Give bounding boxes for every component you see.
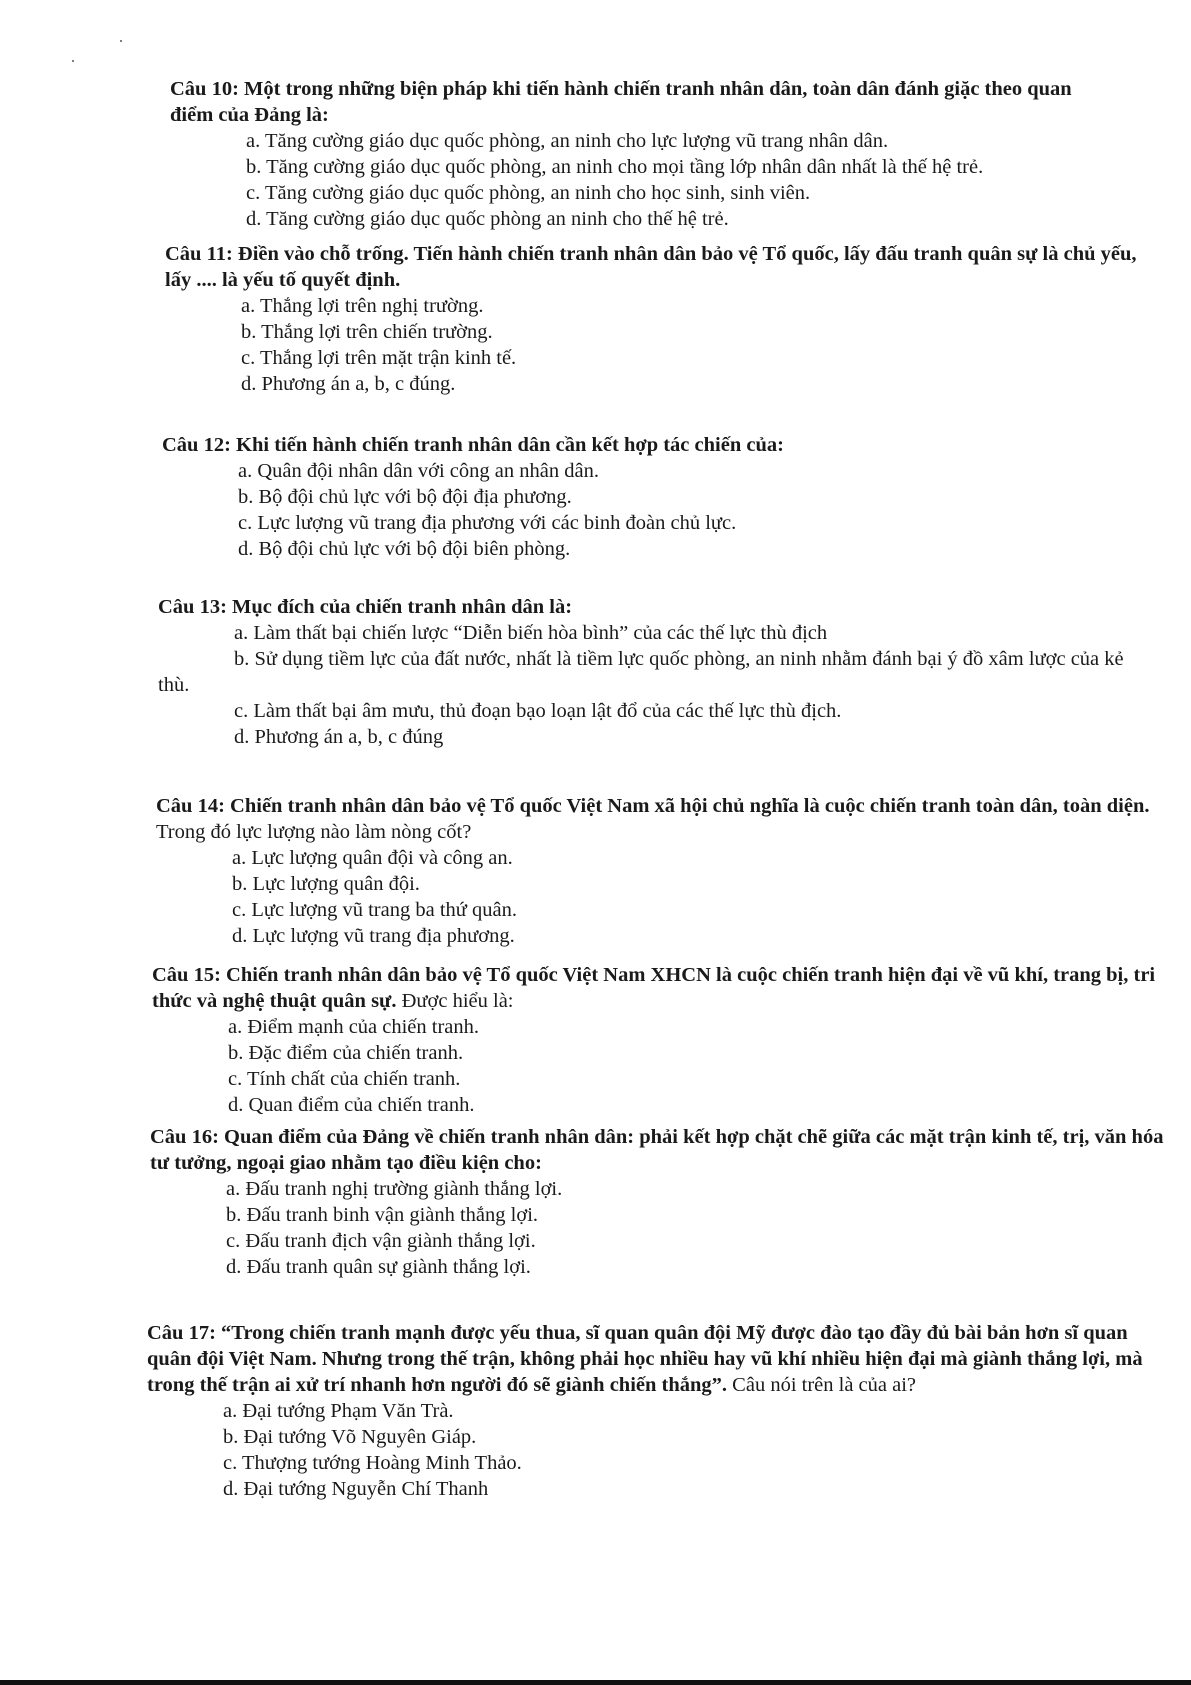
option-d: d. Đại tướng Nguyễn Chí Thanh — [223, 1478, 489, 1500]
option-b: b. Đại tướng Võ Nguyên Giáp. — [223, 1426, 477, 1448]
question-12 — [162, 432, 1152, 562]
option-d: d. Phương án a, b, c đúng — [234, 726, 444, 748]
option-c: c. Tăng cường giáo dục quốc phòng, an ninh cho học sinh, sinh viên. — [246, 182, 811, 204]
question-stem: Câu 15: Chiến tranh nhân dân bảo vệ Tổ quốc Việt Nam XHCN là cuộc chiến tranh hiện đại về vũ khí, trang bị, tri thức và nghệ thuật quân sự. Được hiểu là: — [152, 964, 1156, 1012]
scan-speck — [120, 40, 122, 42]
option-c: c. Đấu tranh địch vận giành thắng lợi. — [226, 1230, 536, 1252]
question-stem: Câu 17: “Trong chiến tranh mạnh được yếu thua, sĩ quan quân đội Mỹ được đào tạo đầy đủ bài bản hơn sĩ quan quân đội Việt Nam. Nhưng trong thế trận, không phải học nhiều hay vũ khí nhiều hiện đại mà giành thắng lợi, mà trong thế trận ai xử trí nhanh hơn người đó sẽ giành chiến thắng”. Câu nói trên là của ai? — [147, 1322, 1143, 1396]
option-c: c. Làm thất bại âm mưu, thủ đoạn bạo loạn lật đổ của các thế lực thù địch. — [234, 700, 842, 722]
option-b: b. Tăng cường giáo dục quốc phòng, an ninh cho mọi tầng lớp nhân dân nhất là thế hệ trẻ. — [246, 156, 984, 178]
page-bottom-border — [0, 1680, 1191, 1685]
option-d: d. Đấu tranh quân sự giành thắng lợi. — [226, 1256, 531, 1278]
option-a: a. Thắng lợi trên nghị trường. — [241, 295, 484, 317]
question-stem: Câu 12: Khi tiến hành chiến tranh nhân dân cần kết hợp tác chiến của: — [162, 434, 784, 456]
question-15 — [152, 962, 1160, 1118]
option-a: a. Làm thất bại chiến lược “Diễn biến hòa bình” của các thế lực thù địch — [234, 622, 828, 644]
question-16 — [150, 1124, 1170, 1280]
question-stem: Câu 11: Điền vào chỗ trống. Tiến hành chiến tranh nhân dân bảo vệ Tổ quốc, lấy đấu tranh quân sự là chủ yếu, lấy .... là yếu tố quyết định. — [165, 243, 1137, 291]
question-10 — [170, 76, 1100, 232]
question-14 — [156, 793, 1158, 949]
question-stem: Câu 13: Mục đích của chiến tranh nhân dân là: — [158, 596, 573, 618]
option-a: a. Quân đội nhân dân với công an nhân dân. — [238, 460, 599, 482]
option-c: c. Tính chất của chiến tranh. — [228, 1068, 461, 1090]
option-a: a. Điểm mạnh của chiến tranh. — [228, 1016, 480, 1038]
option-c: c. Thượng tướng Hoàng Minh Thảo. — [223, 1452, 522, 1474]
question-13 — [158, 594, 1158, 750]
option-c: c. Lực lượng vũ trang ba thứ quân. — [232, 899, 517, 921]
question-17 — [147, 1320, 1157, 1502]
option-b: b. Sử dụng tiềm lực của đất nước, nhất là tiềm lực quốc phòng, an ninh nhằm đánh bại ý đồ xâm lược của kẻ thù. — [158, 648, 1124, 696]
question-11 — [165, 241, 1155, 397]
option-a: a. Đấu tranh nghị trường giành thắng lợi. — [226, 1178, 563, 1200]
option-a: a. Tăng cường giáo dục quốc phòng, an ninh cho lực lượng vũ trang nhân dân. — [246, 130, 889, 152]
option-d: d. Tăng cường giáo dục quốc phòng an ninh cho thế hệ trẻ. — [246, 208, 729, 230]
option-b: b. Đấu tranh binh vận giành thắng lợi. — [226, 1204, 539, 1226]
option-d: d. Lực lượng vũ trang địa phương. — [232, 925, 515, 947]
scan-speck — [72, 60, 74, 62]
option-b: b. Lực lượng quân đội. — [232, 873, 420, 895]
option-b: b. Đặc điểm của chiến tranh. — [228, 1042, 464, 1064]
option-d: d. Quan điểm của chiến tranh. — [228, 1094, 475, 1116]
option-d: d. Phương án a, b, c đúng. — [241, 373, 456, 395]
option-a: a. Lực lượng quân đội và công an. — [232, 847, 513, 869]
question-stem: Câu 14: Chiến tranh nhân dân bảo vệ Tổ quốc Việt Nam xã hội chủ nghĩa là cuộc chiến tranh toàn dân, toàn diện. Trong đó lực lượng nào làm nòng cốt? — [156, 795, 1150, 843]
question-stem: Câu 10: Một trong những biện pháp khi tiến hành chiến tranh nhân dân, toàn dân đánh giặc theo quan điểm của Đảng là: — [170, 78, 1072, 126]
option-a: a. Đại tướng Phạm Văn Trà. — [223, 1400, 454, 1422]
option-b: b. Thắng lợi trên chiến trường. — [241, 321, 493, 343]
option-d: d. Bộ đội chủ lực với bộ đội biên phòng. — [238, 538, 571, 560]
option-b: b. Bộ đội chủ lực với bộ đội địa phương. — [238, 486, 572, 508]
option-c: c. Lực lượng vũ trang địa phương với các binh đoàn chủ lực. — [238, 512, 737, 534]
question-stem: Câu 16: Quan điểm của Đảng về chiến tranh nhân dân: phải kết hợp chặt chẽ giữa các mặt trận kinh tế, trị, văn hóa tư tưởng, ngoại giao nhằm tạo điều kiện cho: — [150, 1126, 1164, 1174]
option-c: c. Thắng lợi trên mặt trận kinh tế. — [241, 347, 517, 369]
